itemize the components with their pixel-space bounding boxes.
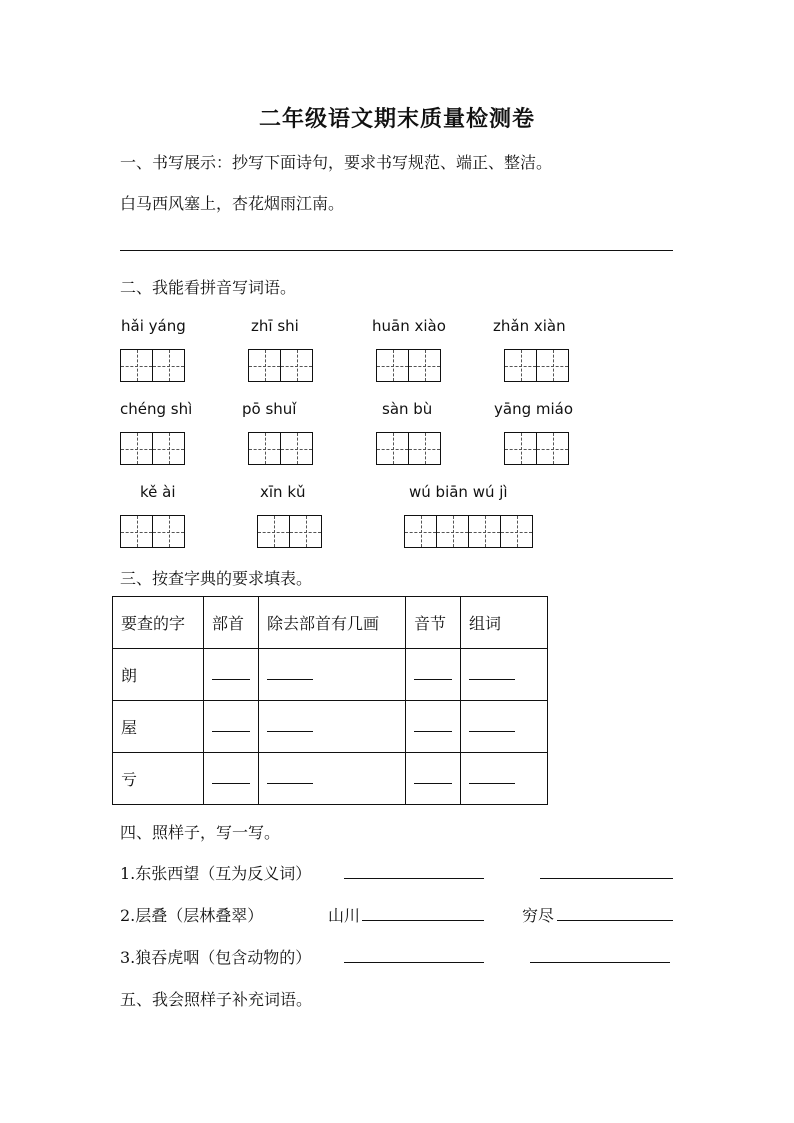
- char-grid[interactable]: [248, 349, 312, 382]
- char-grid[interactable]: [120, 515, 184, 548]
- q2-word-b: 穷尽: [522, 906, 555, 925]
- char-grid[interactable]: [504, 432, 568, 465]
- pinyin-label: hǎi yáng: [121, 317, 186, 335]
- header-cell: 部首: [204, 597, 259, 649]
- answer-line[interactable]: [344, 962, 484, 963]
- section1-heading: 一、书写展示：抄写下面诗句，要求书写规范、端正、整洁。: [120, 153, 553, 172]
- table-header-row: [113, 597, 548, 649]
- answer-line[interactable]: [344, 878, 484, 879]
- char-grid[interactable]: [120, 349, 184, 382]
- section2-heading: 二、我能看拼音写词语。: [120, 278, 297, 297]
- char-grid[interactable]: [376, 432, 440, 465]
- section5-heading: 五、我会照样子补充词语。: [120, 990, 313, 1009]
- header-cell: 组词: [461, 597, 548, 649]
- pinyin-label: zhī shi: [251, 317, 299, 335]
- answer-line[interactable]: [530, 962, 670, 963]
- pinyin-label: pō shuǐ: [242, 400, 297, 418]
- answer-cell[interactable]: [461, 701, 548, 753]
- header-cell: 要查的字: [113, 597, 204, 649]
- answer-cell[interactable]: [204, 649, 259, 701]
- table-row: [113, 753, 548, 805]
- table-row: [113, 701, 548, 753]
- answer-line[interactable]: [362, 920, 484, 921]
- pinyin-label: zhǎn xiàn: [493, 317, 566, 335]
- answer-cell[interactable]: [461, 753, 548, 805]
- answer-line[interactable]: [540, 878, 673, 879]
- answer-cell[interactable]: [406, 649, 461, 701]
- q1-text: 1.东张西望（互为反义词）: [120, 864, 312, 883]
- answer-cell[interactable]: [259, 753, 406, 805]
- char-grid[interactable]: [504, 349, 568, 382]
- char-grid[interactable]: [248, 432, 312, 465]
- pinyin-label: yāng miáo: [494, 400, 574, 418]
- table-row: [113, 649, 548, 701]
- copy-line[interactable]: [120, 250, 673, 251]
- answer-cell[interactable]: [461, 649, 548, 701]
- section4-heading: 四、照样子，写一写。: [120, 823, 281, 842]
- char-cell: 朗: [113, 649, 204, 701]
- pinyin-label: kě ài: [140, 483, 176, 501]
- answer-cell[interactable]: [204, 753, 259, 805]
- answer-cell[interactable]: [406, 701, 461, 753]
- dictionary-table: [112, 596, 548, 805]
- char-grid[interactable]: [404, 515, 532, 548]
- section3-heading: 三、按查字典的要求填表。: [120, 569, 313, 588]
- char-grid[interactable]: [376, 349, 440, 382]
- q3-text: 3.狼吞虎咽（包含动物的）: [120, 948, 312, 967]
- char-grid[interactable]: [257, 515, 321, 548]
- header-cell: 除去部首有几画: [259, 597, 406, 649]
- pinyin-label: huān xiào: [372, 317, 446, 335]
- answer-line[interactable]: [557, 920, 673, 921]
- char-cell: 屋: [113, 701, 204, 753]
- answer-cell[interactable]: [259, 701, 406, 753]
- q2-text: 2.层叠（层林叠翠）: [120, 906, 264, 925]
- page-title: 二年级语文期末质量检测卷: [258, 106, 535, 132]
- poem-text: 白马西风塞上，杏花烟雨江南。: [120, 194, 345, 213]
- q2-word-a: 山川: [328, 906, 361, 925]
- pinyin-label: sàn bù: [382, 400, 433, 418]
- answer-cell[interactable]: [259, 649, 406, 701]
- char-grid[interactable]: [120, 432, 184, 465]
- answer-cell[interactable]: [204, 701, 259, 753]
- answer-cell[interactable]: [406, 753, 461, 805]
- pinyin-label: xīn kǔ: [260, 483, 306, 501]
- header-cell: 音节: [406, 597, 461, 649]
- pinyin-label: wú biān wú jì: [409, 483, 508, 501]
- pinyin-label: chéng shì: [120, 400, 193, 418]
- char-cell: 亏: [113, 753, 204, 805]
